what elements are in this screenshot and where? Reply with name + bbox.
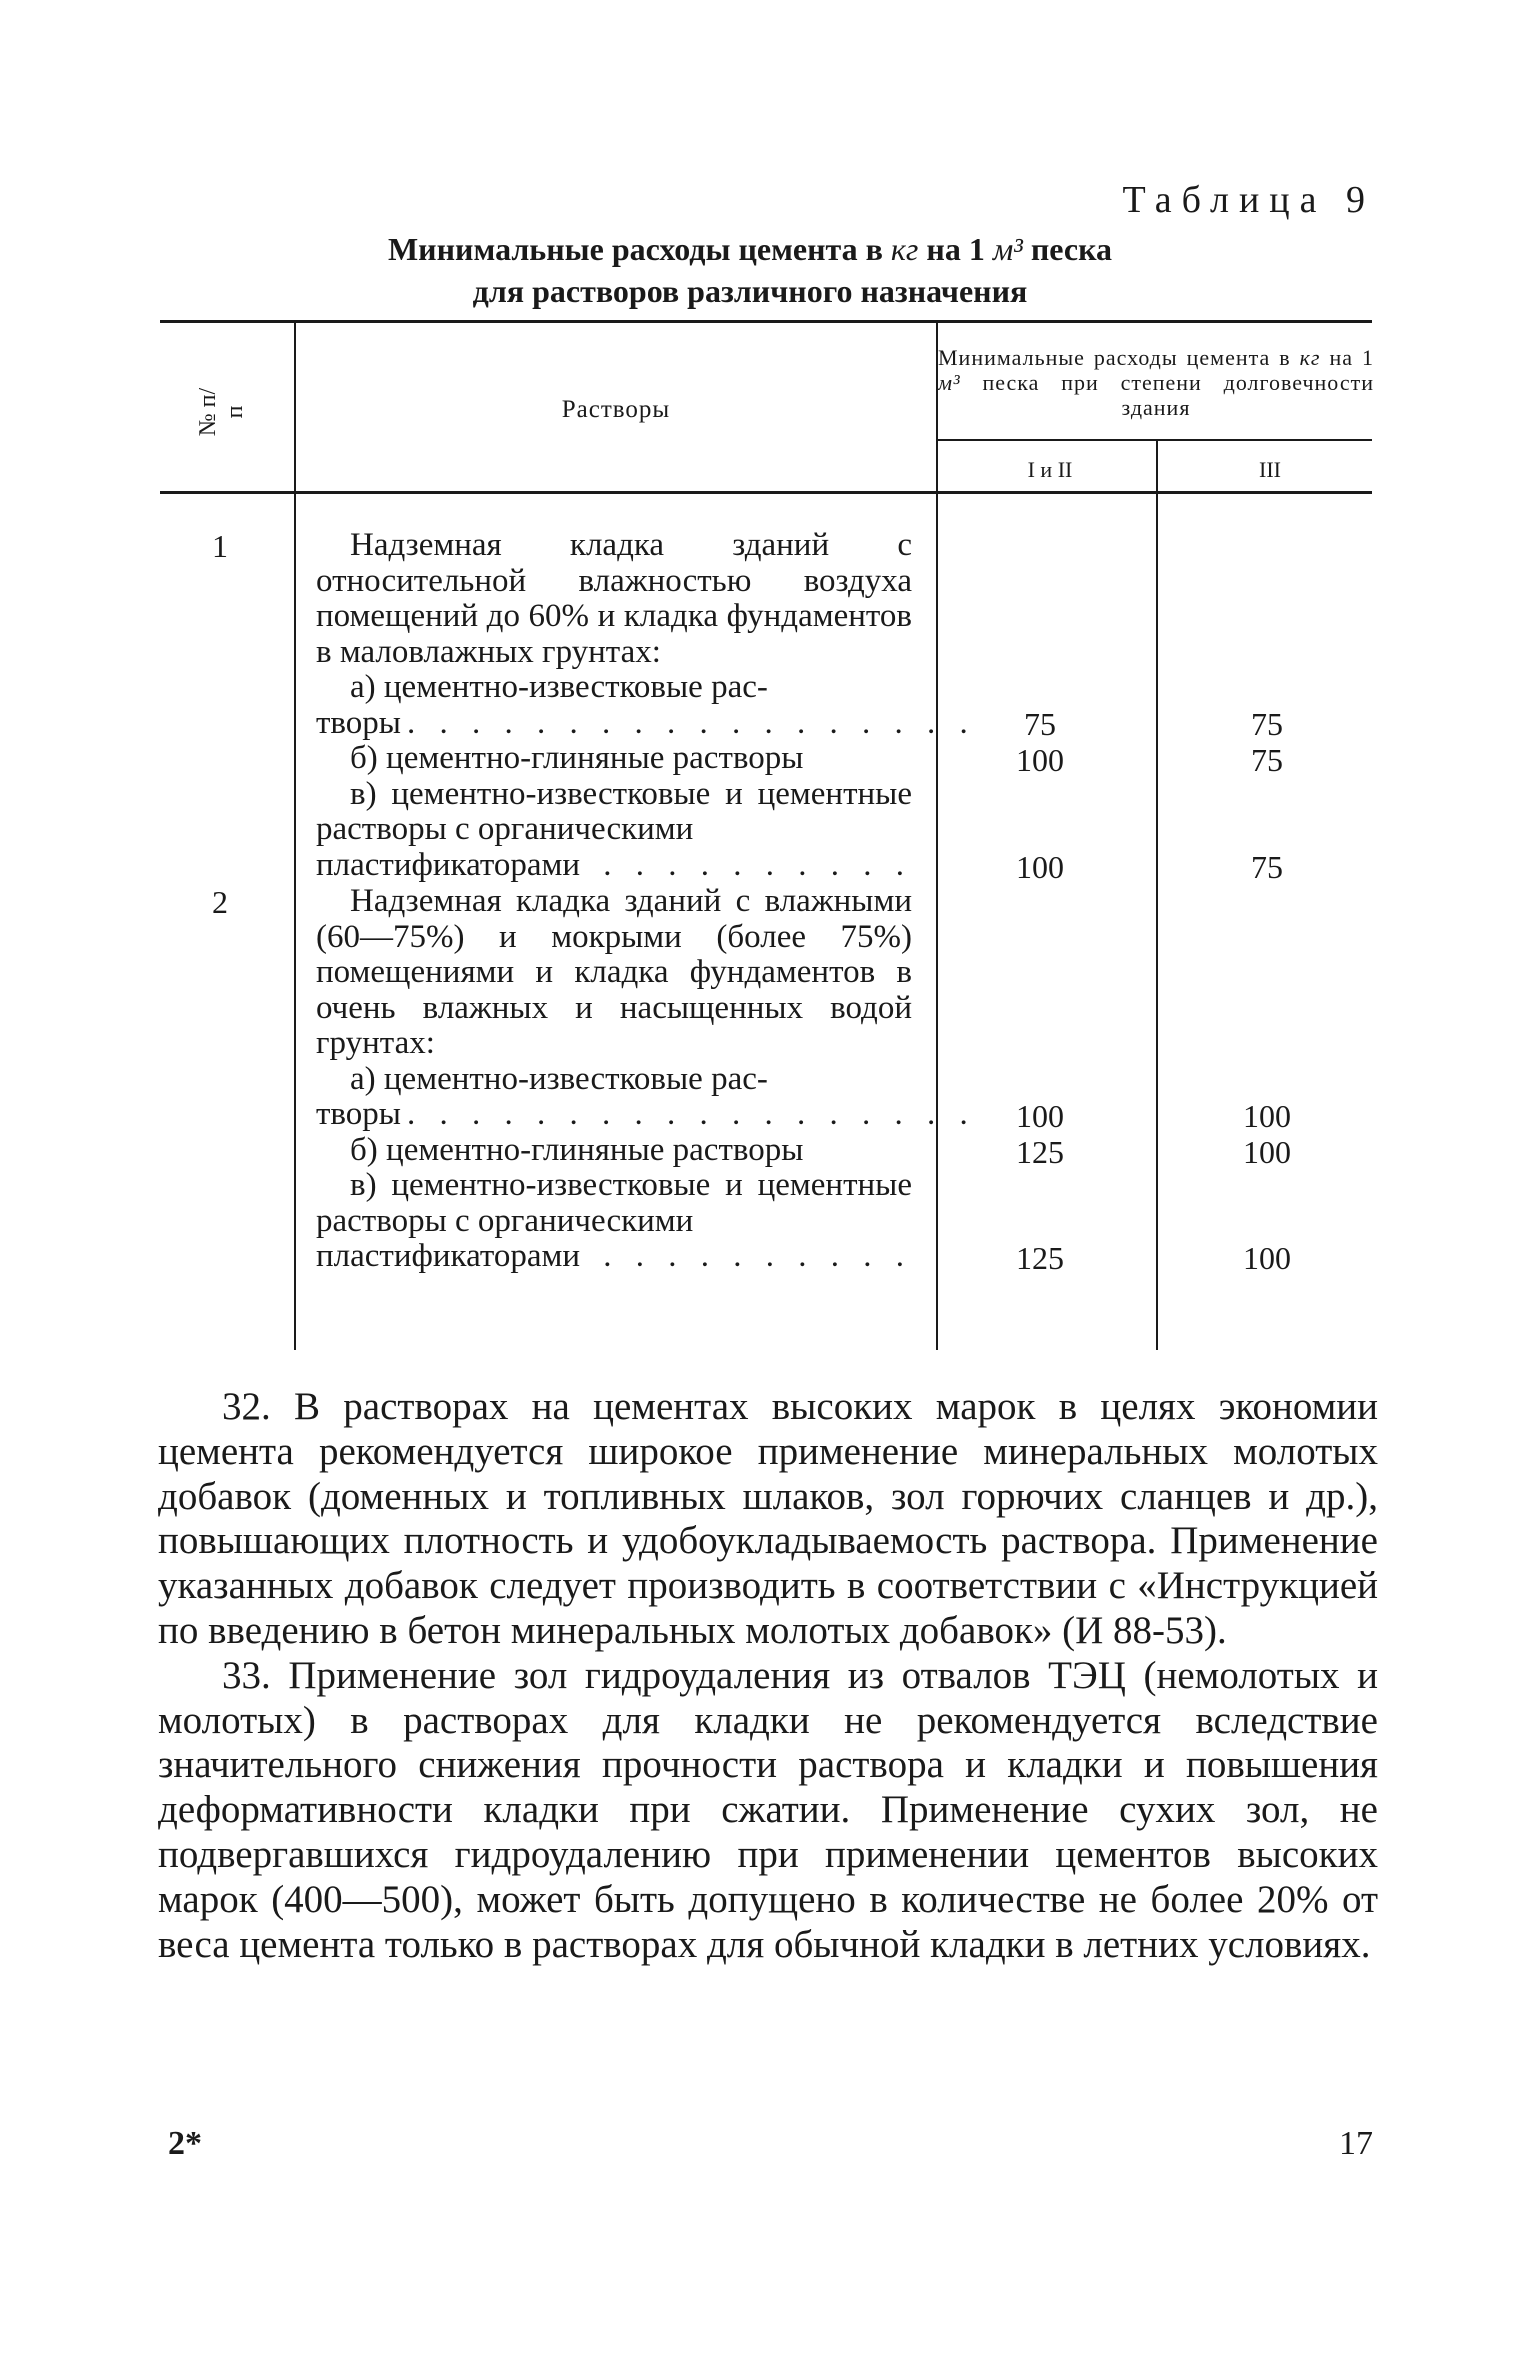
signature-mark: 2*: [168, 2125, 202, 2162]
table-header-rule: [160, 491, 1372, 494]
table-row-text: [316, 883, 976, 1275]
table-label: Таблица 9: [1122, 179, 1375, 221]
row-item-b: б) цементно-глиняные растворы: [350, 1131, 804, 1168]
value-cell: 75: [1251, 742, 1283, 778]
row-item-a-line2: [316, 704, 976, 742]
table-row-text: [316, 527, 976, 883]
value-cell: 100: [1243, 1134, 1291, 1170]
table-header-mortars: Растворы: [561, 396, 671, 423]
table-header-min-consumption: [938, 345, 1374, 420]
table-subheader-rule: [938, 439, 1372, 441]
value-cell: 100: [1243, 1098, 1291, 1134]
row-item-c-line2: [316, 848, 912, 884]
row-intro: Надземная кладка зданий с влажными (60—75%) и мокрыми (более 75%) помещениями и кладка фундаментов в очень влажных и насыщенных водой грунтах:: [316, 883, 912, 1061]
row-item-c-text: пластификаторами: [316, 846, 581, 883]
row-item-c-line1: в) цементно-известковые и цементные растворы с органическими: [316, 1167, 912, 1239]
table-header-col-3: III: [1259, 457, 1281, 482]
row-intro: Надземная кладка зданий с относительной влажностью воздуха помещений до 60% и кладка фундаментов в маловлажных грунтах:: [316, 527, 912, 670]
page-number: 17: [1339, 2125, 1373, 2162]
dot-leader: . . . . . . . . . . . . . . . . . .: [406, 704, 976, 741]
row-number: 2: [212, 884, 228, 920]
body-paragraphs: [158, 1385, 1378, 1967]
table-col-divider-1: [294, 322, 296, 1350]
row-item-c-line1: в) цементно-известковые и цементные растворы с органическими: [316, 775, 912, 847]
paragraph-33: 33. Применение зол гидроудаления из отвалов ТЭЦ (немолотых и молотых) в растворах для кладки не рекомендуется вследствие значительного снижения прочности раствора и кладки и повышения деформативности кладки при сжатии. Применение сухих зол, не подвергавшихся гидроудалению при применении цементов высоких марок (400—500), может быть допущено в количестве не более 20% от веса цемента только в растворах для обычной кладки в летних условиях.: [158, 1653, 1378, 1966]
value-cell: 100: [1016, 742, 1064, 778]
head-min-unit-m3: м³: [938, 370, 961, 395]
row-item-a-line1: а) цементно-известковые рас-: [350, 669, 768, 705]
table-col-divider-3: [1156, 441, 1158, 1350]
table-col-divider-2: [936, 322, 938, 1350]
row-number: 1: [212, 528, 228, 564]
value-cell: 75: [1251, 849, 1283, 885]
row-item-a-line2: [316, 1096, 976, 1133]
head-min-unit-kg: кг: [1299, 345, 1321, 370]
value-cell: 75: [1251, 706, 1283, 742]
row-item-c-text: пластификаторами: [316, 1238, 581, 1274]
row-item-a-text: творы: [316, 1096, 401, 1132]
table-title-unit-m3: м³: [992, 231, 1023, 267]
table-title-text-3: песка: [1022, 231, 1113, 267]
row-item-a-text: творы: [316, 704, 401, 741]
table-header-col-1-2: I и II: [1027, 457, 1073, 482]
value-cell: 100: [1016, 849, 1064, 885]
head-min-text-2: на 1: [1320, 345, 1374, 370]
dot-leader: . . . . . . . . . . . . . . . . . .: [406, 1096, 976, 1132]
head-min-text-1: Минимальные расходы цемента в: [938, 345, 1300, 370]
value-cell: 100: [1243, 1240, 1291, 1276]
dot-leader: . . . . . . . . . .: [603, 1238, 912, 1274]
table-title-line2: для растворов различного назначения: [472, 273, 1028, 309]
value-cell: 100: [1016, 1098, 1064, 1134]
paragraph-32: 32. В растворах на цементах высоких марок в целях экономии цемента рекомендуется широкое применение минеральных молотых добавок (доменных и топливных шлаков, зол горючих сланцев и др.), повышающих плотность и удобоукладываемость раствора. Применение указанных добавок следует производить в соответствии с «Инструкцией по введению в бетон минеральных молотых добавок» (И 88-53).: [158, 1385, 1378, 1652]
table-title-text-2: на 1: [918, 231, 993, 267]
row-item-b: б) цементно-глиняные растворы: [350, 740, 804, 776]
head-min-text-3: песка при степени долговечности здания: [960, 370, 1374, 420]
value-cell: 125: [1016, 1240, 1064, 1276]
table-top-rule: [160, 320, 1372, 323]
value-cell: 125: [1016, 1134, 1064, 1170]
value-cell: 75: [1024, 706, 1056, 742]
row-item-c-line2: [316, 1239, 912, 1275]
table-header-number: № п/п: [195, 387, 248, 437]
table-title: [300, 228, 1200, 312]
dot-leader: . . . . . . . . . .: [603, 846, 912, 883]
row-item-a-line1: а) цементно-известковые рас-: [350, 1060, 768, 1097]
table-title-text: Минимальные расходы цемента в: [387, 231, 891, 267]
table-title-unit-kg: кг: [890, 231, 919, 267]
